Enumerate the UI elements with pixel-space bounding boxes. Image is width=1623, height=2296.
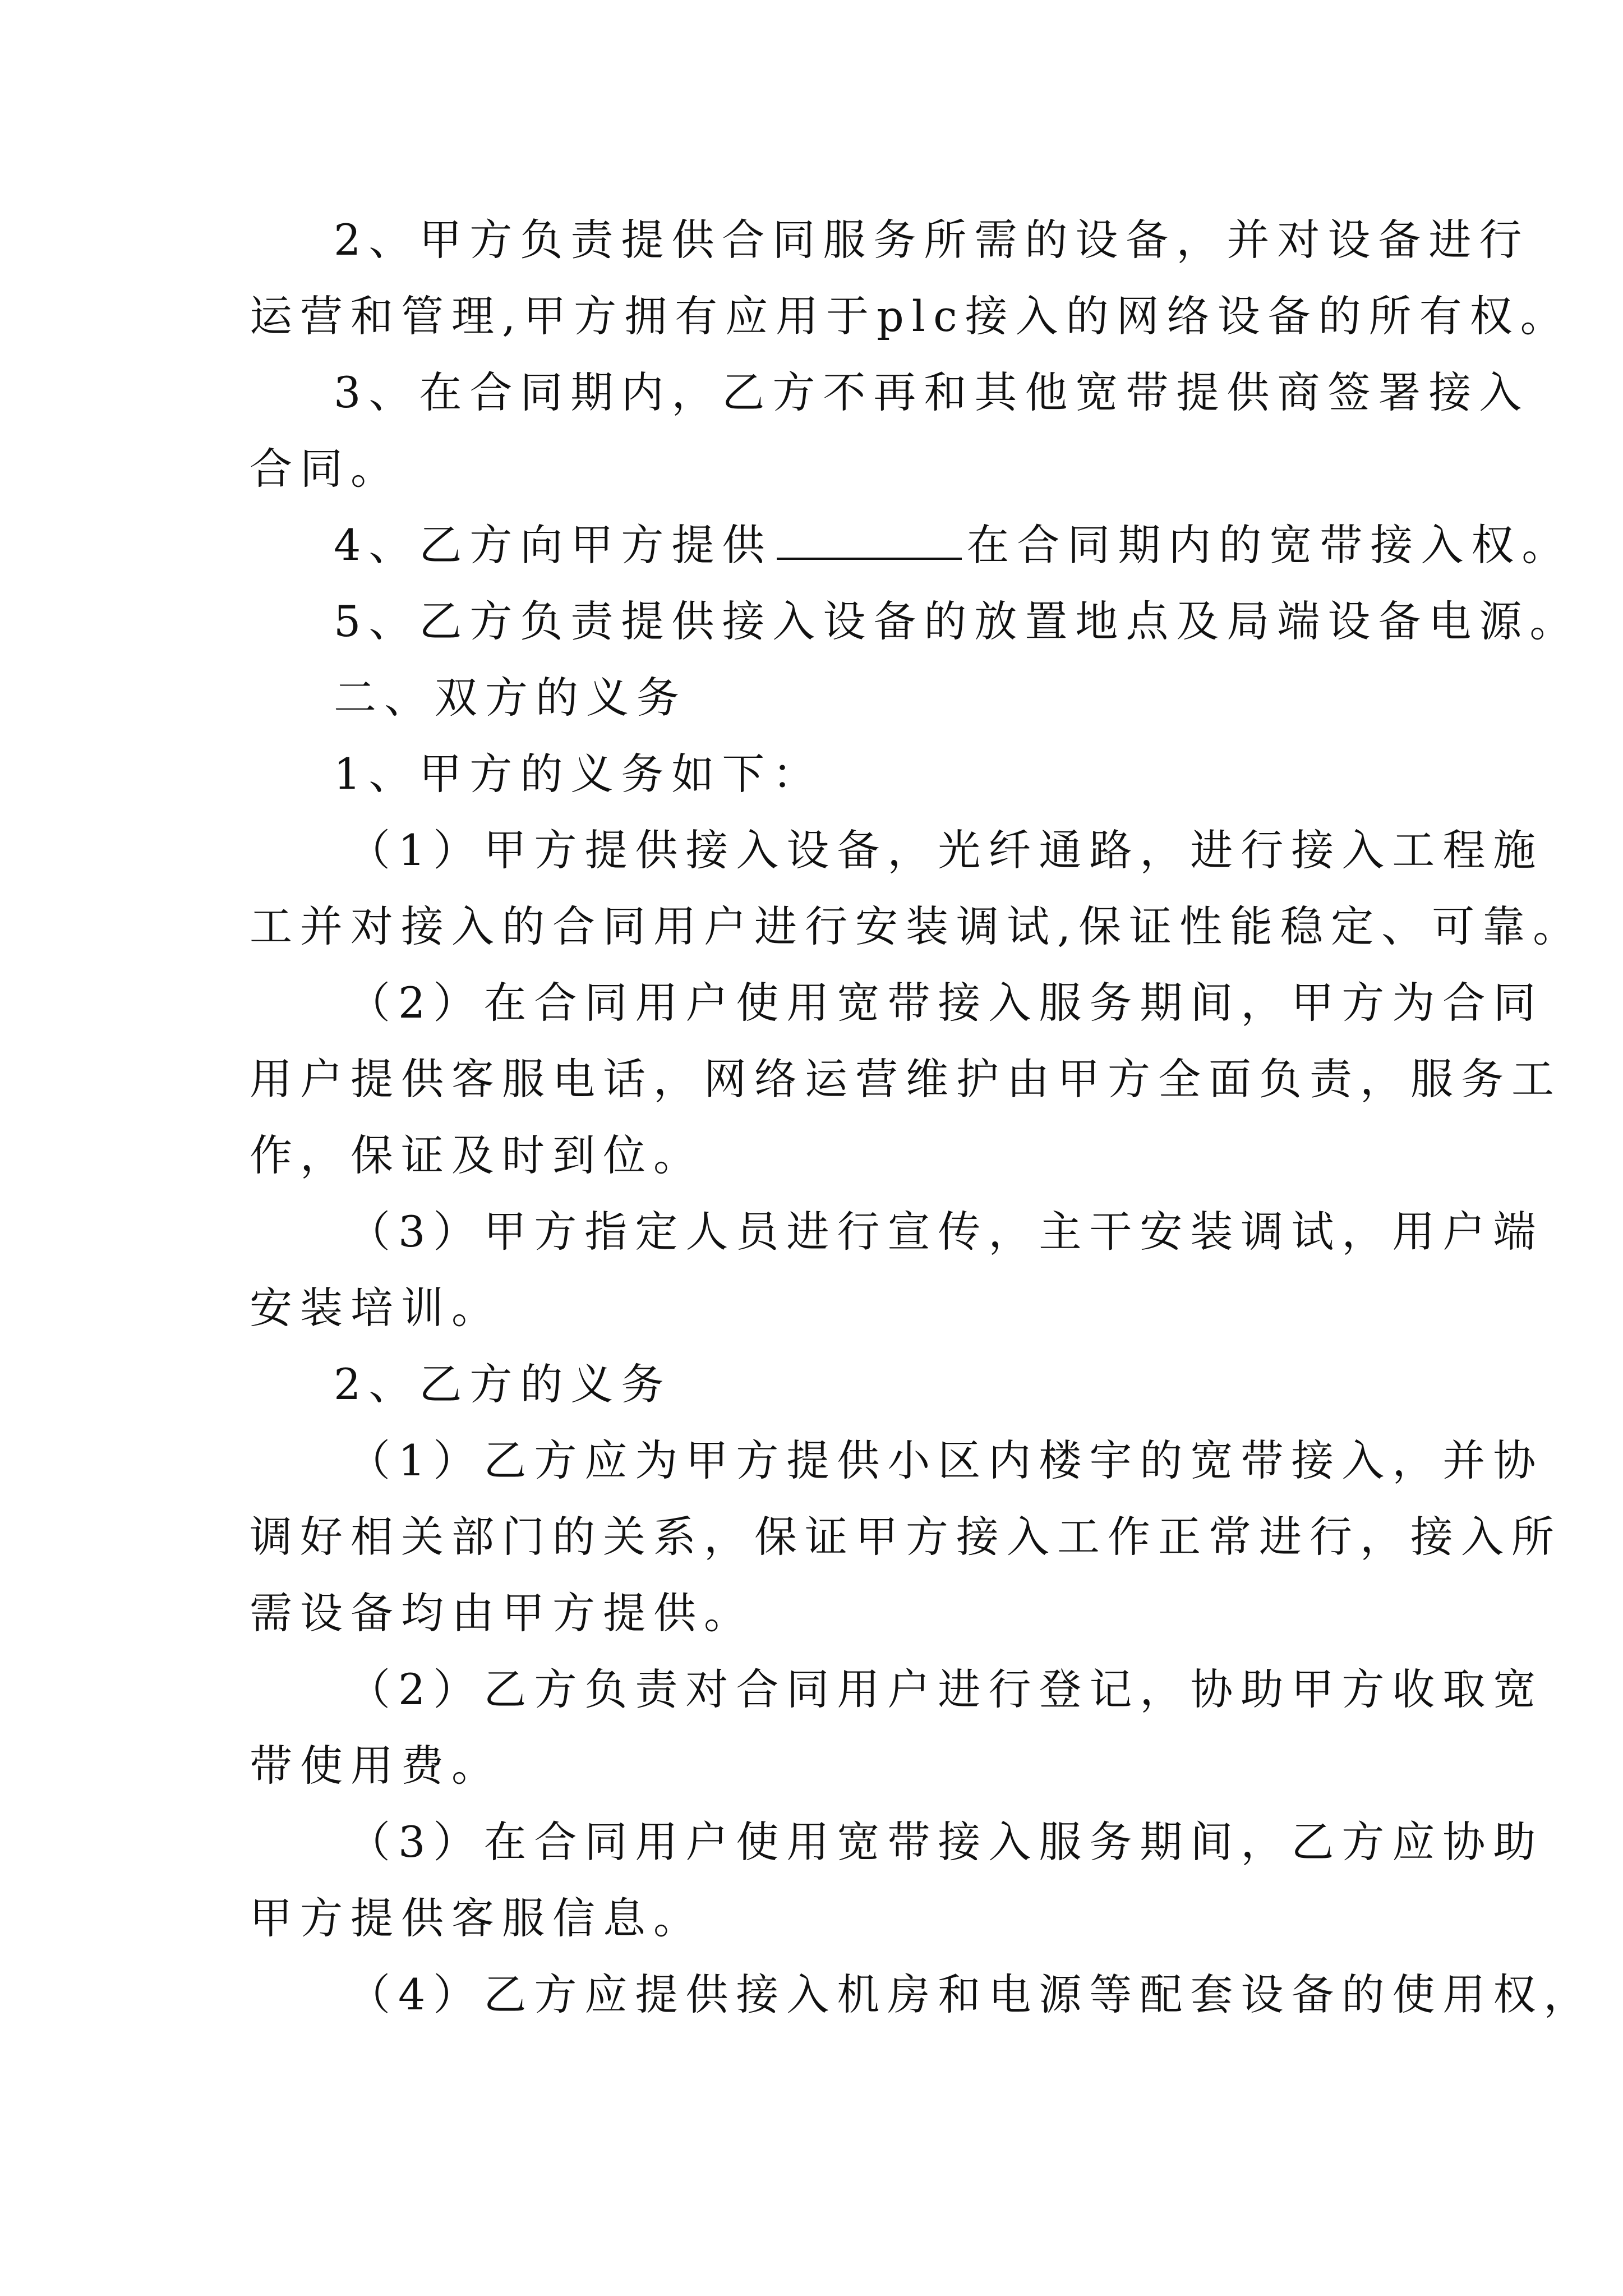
paragraph-line: 工并对接入的合同用户进行安装调试,保证性能稳定、可靠。 [250, 901, 1584, 951]
paragraph-line: 5、乙方负责提供接入设备的放置地点及局端设备电源。 [334, 596, 1580, 646]
paragraph-line: 需设备均由甲方提供。 [250, 1588, 754, 1638]
paragraph-line: （1）乙方应为甲方提供小区内楼宇的宽带接入，并协 [348, 1435, 1544, 1485]
paragraph-line: 安装培训。 [250, 1283, 502, 1333]
paragraph-line: 调好相关部门的关系，保证甲方接入工作正常进行，接入所 [250, 1512, 1562, 1562]
document-body [250, 202, 1594, 2033]
clause-text: 在合同期内的宽带接入权。 [966, 520, 1573, 570]
paragraph-line: （2）乙方负责对合同用户进行登记，协助甲方收取宽 [348, 1664, 1544, 1714]
paragraph-line: （3）在合同用户使用宽带接入服务期间，乙方应协助 [348, 1817, 1544, 1867]
paragraph-line [250, 507, 1573, 583]
paragraph-line: （1）甲方提供接入设备，光纤通路，进行接入工程施 [348, 825, 1544, 875]
section-heading: 二、双方的义务 [334, 673, 687, 723]
subsection-heading: 1、甲方的义务如下： [334, 749, 823, 799]
paragraph-line: 合同。 [250, 444, 401, 494]
paragraph-line: 带使用费。 [250, 1741, 502, 1791]
paragraph-line: （2）在合同用户使用宽带接入服务期间，甲方为合同 [348, 978, 1544, 1028]
paragraph-line: 运营和管理,甲方拥有应用于plc接入的网络设备的所有权。 [250, 291, 1571, 341]
paragraph-line: 2、甲方负责提供合同服务所需的设备，并对设备进行 [334, 215, 1530, 265]
subsection-heading: 2、乙方的义务 [334, 1359, 672, 1409]
paragraph-line: 3、在合同期内，乙方不再和其他宽带提供商签署接入 [334, 367, 1530, 417]
paragraph-line: 用户提供客服电话，网络运营维护由甲方全面负责，服务工 [250, 1054, 1562, 1104]
clause-text: 4、乙方向甲方提供 [334, 520, 773, 570]
paragraph-line: （4）乙方应提供接入机房和电源等配套设备的使用权， [348, 1970, 1594, 2019]
paragraph-line: （3）甲方指定人员进行宣传，主干安装调试，用户端 [348, 1207, 1544, 1257]
paragraph-line: 作，保证及时到位。 [250, 1130, 704, 1180]
paragraph-line: 甲方提供客服信息。 [250, 1893, 704, 1943]
fill-in-blank[interactable] [777, 524, 962, 560]
